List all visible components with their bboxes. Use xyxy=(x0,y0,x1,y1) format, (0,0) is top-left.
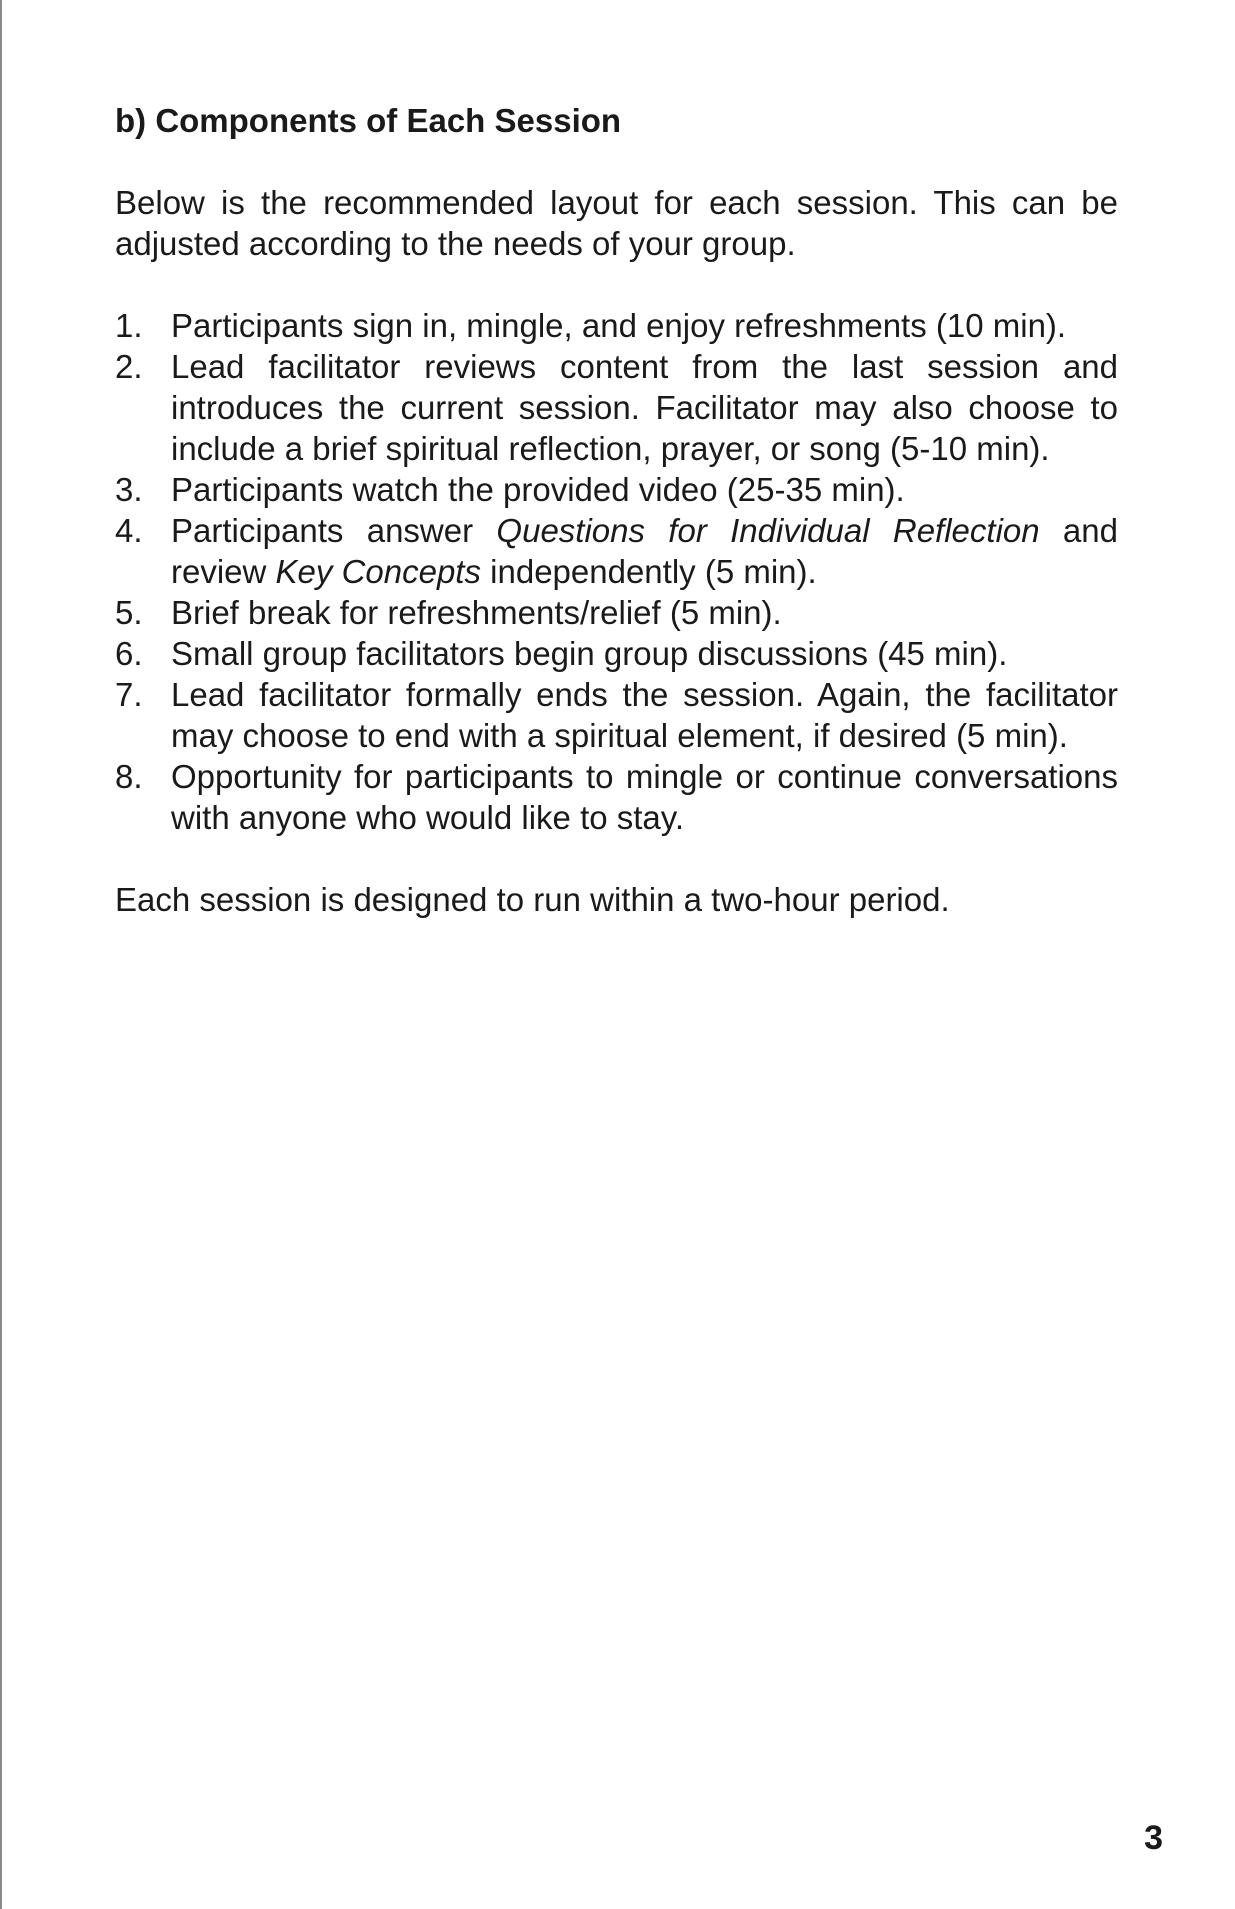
list-item-text: Brief break for refreshments/relief (5 min). xyxy=(171,594,782,631)
intro-paragraph: Below is the recommended layout for each session. This can be adjusted according to the needs of your group. xyxy=(115,184,1118,262)
list-item xyxy=(115,469,1118,510)
list-item xyxy=(115,592,1118,633)
list-item xyxy=(115,674,1118,756)
section-heading: b) Components of Each Session xyxy=(115,102,622,139)
list-item xyxy=(115,305,1118,346)
list-item-number: 6. xyxy=(115,635,143,672)
list-item-number: 1. xyxy=(115,307,143,344)
list-item-text-part: Participants answer xyxy=(171,512,497,549)
list-item-text: Small group facilitators begin group discussions (45 min). xyxy=(171,635,1008,672)
list-item-number: 8. xyxy=(115,758,143,795)
italic-term: Key Concepts xyxy=(275,553,481,590)
list-item-text: Participants sign in, mingle, and enjoy refreshments (10 min). xyxy=(171,307,1067,344)
list-item-number: 5. xyxy=(115,594,143,631)
list-item-text: Lead facilitator reviews content from the last session and introduces the current session. Facilitator may also choose to include a brief spiritual reflection, prayer, or song (5-10 min). xyxy=(171,348,1118,467)
list-item xyxy=(115,510,1118,592)
list-item-number: 3. xyxy=(115,471,143,508)
list-item-text xyxy=(171,512,1118,590)
page-content xyxy=(115,100,1118,920)
list-item-text-part: and review xyxy=(171,512,1118,590)
list-item xyxy=(115,346,1118,469)
session-steps-list xyxy=(115,305,1118,838)
list-item-number: 2. xyxy=(115,348,143,385)
list-item-text-part: independently (5 min). xyxy=(480,553,817,590)
list-item xyxy=(115,633,1118,674)
list-item-text: Opportunity for participants to mingle or continue conversations with anyone who would like to stay. xyxy=(171,758,1118,836)
italic-term: Questions for Individual Reflection xyxy=(496,512,1040,549)
closing-paragraph: Each session is designed to run within a two-hour period. xyxy=(115,881,950,918)
list-item xyxy=(115,756,1118,838)
list-item-text: Lead facilitator formally ends the session. Again, the facilitator may choose to end with a spiritual element, if desired (5 min). xyxy=(171,676,1118,754)
page-number: 3 xyxy=(1144,1819,1163,1857)
list-item-number: 7. xyxy=(115,676,143,713)
list-item-number: 4. xyxy=(115,512,143,549)
list-item-text: Participants watch the provided video (25-35 min). xyxy=(171,471,905,508)
